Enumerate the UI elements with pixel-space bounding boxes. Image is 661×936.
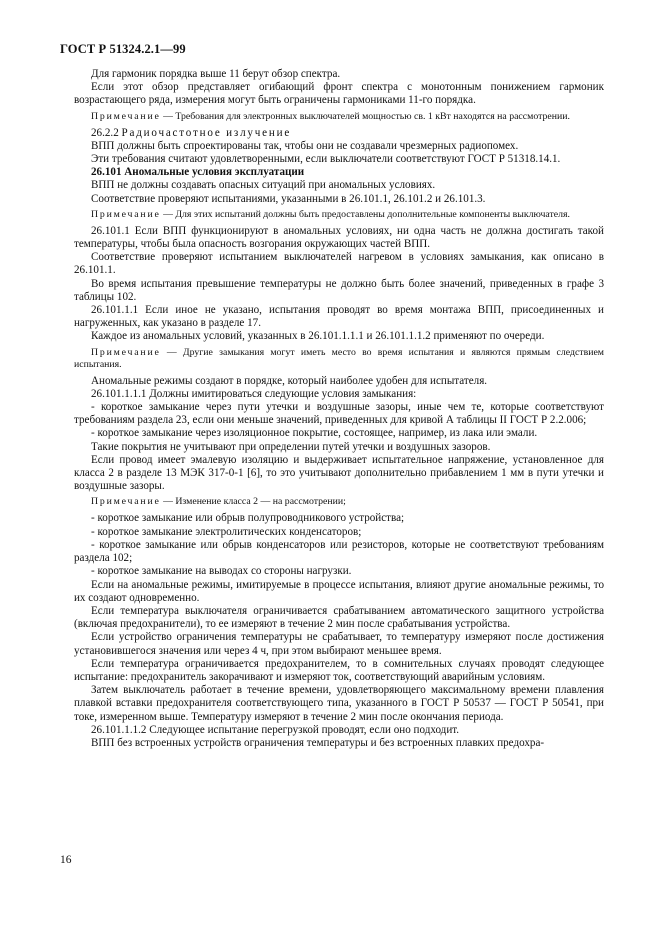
- paragraph: Если температура выключателя ограничивается срабатыванием автоматического защитного устройства (включая предохранители), то ее измеряют в течение 2 мин после срабатывания устройства.: [74, 604, 604, 631]
- section-title: Аномальные условия эксплуатации: [124, 166, 305, 179]
- paragraph: ВПП не должны создавать опасных ситуаций при аномальных условиях.: [91, 179, 436, 192]
- section-number: 26.101: [91, 166, 122, 179]
- list-item: - короткое замыкание или обрыв полупроводникового устройства;: [91, 512, 405, 525]
- paragraph: Соответствие проверяют испытанием выключателей нагревом в условиях замыкания, как описано в 26.101.1.: [74, 251, 604, 277]
- section-heading: [74, 127, 604, 140]
- paragraph: Если этот обзор представляет огибающий фронт спектра с монотонным понижением гармоник возрастающего ряда, измерения могут быть ограничены гармониками 11-го порядка.: [74, 81, 604, 107]
- note-text: — Требования для электронных выключателей мощностью св. 1 кВт находятся на рассмотрении.: [160, 110, 570, 122]
- list-item: - короткое замыкание на выводах со стороны нагрузки.: [91, 565, 352, 578]
- document-header: ГОСТ Р 51324.2.1—99: [60, 42, 186, 56]
- paragraph: Если температура ограничивается предохранителем, то в сомнительных случаях проводят следующее испытание: предохранитель закорачивают и измеряют ток, соответствующий аварийным условиям.: [74, 657, 604, 683]
- section-number: 26.2.2: [91, 126, 119, 139]
- note: [74, 496, 604, 508]
- paragraph: Для гармоник порядка выше 11 берут обзор спектра.: [91, 68, 341, 80]
- paragraph: Во время испытания превышение температуры не должно быть более значений, приведенных в графе 3 таблицы 102.: [74, 277, 604, 303]
- list-item: - короткое замыкание или обрыв конденсаторов или резисторов, которые не соответствуют требованиям раздела 102;: [74, 538, 604, 565]
- list-item: - короткое замыкание электролитических конденсаторов;: [91, 525, 362, 538]
- paragraph: Если провод имеет эмалевую изоляцию и выдерживает испытательное напряжение, установленное для класса 2 в разделе 13 МЭК 317-0-1 [6], то это учитывают дополнительно прибавлением 1 мм в пути утечки и воздушные зазоры.: [74, 453, 604, 493]
- paragraph: Каждое из аномальных условий, указанных в 26.101.1.1.1 и 26.101.1.1.2 применяют по очереди.: [91, 330, 545, 343]
- paragraph: 26.101.1.1 Если иное не указано, испытания проводят во время монтажа ВПП, присоединенных и нагруженных, как указано в разделе 17.: [74, 304, 604, 330]
- paragraph: 26.101.1.1.1 Должны имитироваться следующие условия замыкания:: [91, 387, 417, 400]
- note-label: Примечание: [91, 110, 161, 122]
- note-text: — Другие замыкания могут иметь место во время испытания и являются прямым следствием испытания.: [74, 346, 604, 370]
- note: [74, 209, 604, 221]
- paragraph: Затем выключатель работает в течение времени, удовлетворяющего максимальному времени плавления плавкой вставки предохранителя соответствующего типа, указанного в ГОСТ Р 50537 — ГОСТ Р 50541, при токе, измеренном выше. Температуру измеряют в течение 2 мин после окончания периода.: [74, 684, 604, 723]
- note-label: Примечание: [91, 496, 161, 508]
- paragraph: ВПП должны быть спроектированы так, чтобы они не создавали чрезмерных радиопомех.: [91, 139, 519, 152]
- list-item: - короткое замыкание через изоляционное покрытие, состоящее, например, из лака или эмали.: [91, 427, 538, 440]
- paragraph: Если устройство ограничения температуры не срабатывает, то температуру измеряют после достижения установившегося значения или через 4 ч, при этом выбирают меньшее время.: [74, 631, 604, 657]
- note-label: Примечание: [91, 346, 161, 358]
- paragraph: Эти требования считают удовлетворенными, если выключатели соответствуют ГОСТ Р 51318.14.1.: [91, 153, 561, 166]
- section-heading: [74, 166, 604, 179]
- page-number: 16: [60, 854, 72, 866]
- paragraph: 26.101.1 Если ВПП функционируют в аномальных условиях, ни одна часть не должна достигать такой температуры, чтобы была опасность возгорания окружающих частей ВПП.: [74, 224, 604, 251]
- note-text: — Изменение класса 2 — на рассмотрении;: [160, 496, 346, 508]
- paragraph: Если на аномальные режимы, имитируемые в процессе испытания, влияют другие аномальные режимы, то их создают одновременно.: [74, 578, 604, 604]
- note-text: — Для этих испытаний должны быть предоставлены дополнительные компоненты выключателя.: [160, 208, 570, 220]
- note: [74, 347, 604, 371]
- paragraph: ВПП без встроенных устройств ограничения температуры и без встроенных плавких предохра-: [91, 736, 545, 749]
- document-body: [74, 68, 604, 750]
- paragraph: 26.101.1.1.2 Следующее испытание перегрузкой проводят, если оно подходит.: [91, 723, 460, 736]
- note: [74, 111, 604, 123]
- list-item: - короткое замыкание через пути утечки и воздушные зазоры, иные чем те, которые соответствуют требованиям раздела 23, если они меньше значений, приведенных для кривой А таблицы II ГОСТ Р 2.2.006;: [74, 401, 604, 427]
- paragraph: Такие покрытия не учитывают при определении путей утечки и воздушных зазоров.: [91, 440, 491, 453]
- paragraph: Аномальные режимы создают в порядке, который наиболее удобен для испытателя.: [91, 374, 488, 387]
- paragraph: Соответствие проверяют испытаниями, указанными в 26.101.1, 26.101.2 и 26.101.3.: [91, 192, 486, 205]
- section-title: Радиочастотное излучение: [121, 126, 292, 139]
- note-label: Примечание: [91, 208, 161, 220]
